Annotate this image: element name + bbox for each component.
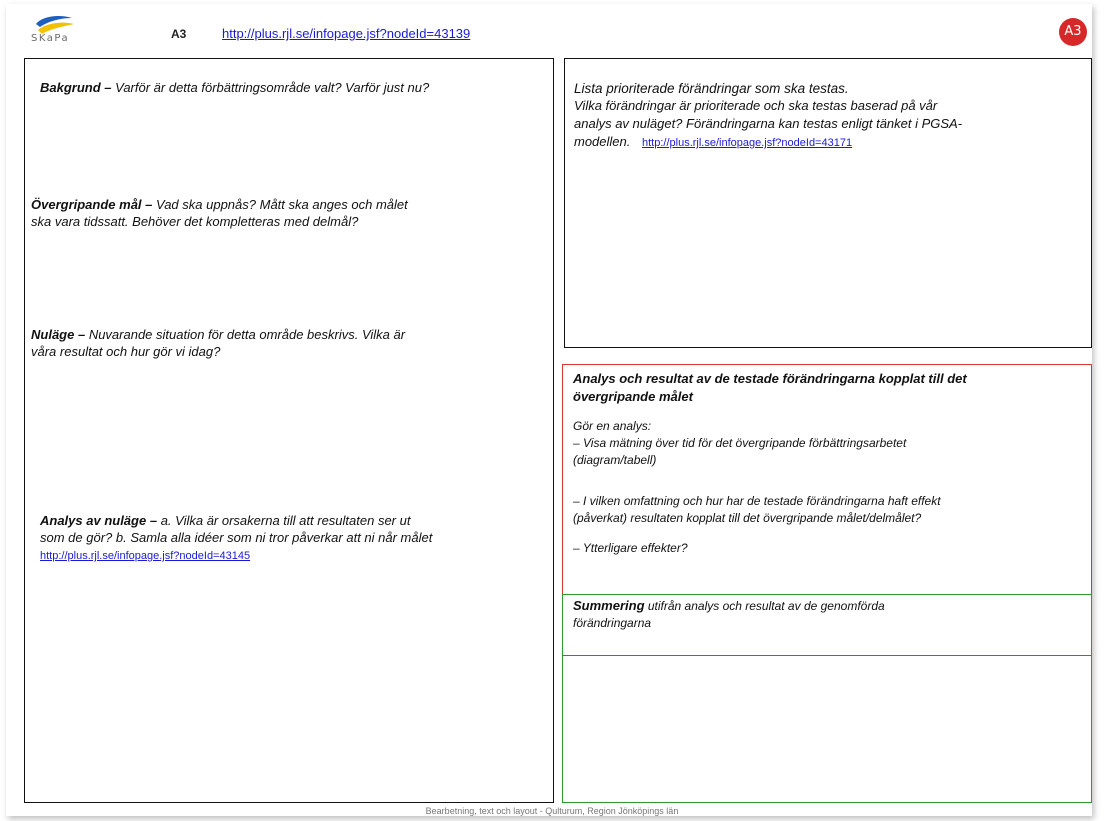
header-link[interactable]: http://plus.rjl.se/infopage.jsf?nodeId=43139 bbox=[222, 26, 471, 41]
priority-line2: analys av nuläget? Förändringarna kan testas enligt tänket i PGSA- bbox=[574, 116, 963, 131]
summary-text bbox=[573, 597, 885, 632]
priority-line3: modellen. bbox=[574, 134, 631, 149]
analysis-title-line2: övergripande målet bbox=[573, 389, 693, 404]
summary-title: Summering bbox=[573, 598, 645, 613]
mal-text-line1: Vad ska uppnås? Mått ska anges och målet bbox=[156, 197, 408, 212]
analysis-bullet-1-line2: (diagram/tabell) bbox=[573, 453, 657, 467]
mal-section bbox=[31, 196, 408, 230]
analysis-title bbox=[573, 370, 967, 406]
nulage-section bbox=[31, 326, 405, 360]
analysis-title-line1: Analys och resultat av de testade förändringarna kopplat till det bbox=[573, 371, 967, 386]
nulage-text-line2: våra resultat och hur gör vi idag? bbox=[31, 344, 221, 359]
analys-nulage-section bbox=[40, 512, 432, 565]
logo-wordmark: SKaPa bbox=[31, 33, 70, 44]
analysis-bullet-2-line2: (påverkat) resultaten kopplat till det övergripande målet/delmålet? bbox=[573, 511, 922, 525]
analys-nulage-text-line2: som de gör? b. Samla alla idéer som ni tror påverkar att ni når målet bbox=[40, 530, 433, 545]
summary-text-line1: utifrån analys och resultat av de genomförda bbox=[647, 599, 885, 613]
analysis-bullet-2-line1: – I vilken omfattning och hur har de testade förändringarna haft effekt bbox=[573, 494, 941, 508]
analys-nulage-title: Analys av nuläge – bbox=[40, 513, 158, 528]
bakgrund-title: Bakgrund – bbox=[40, 80, 112, 95]
analysis-bullet-1 bbox=[573, 435, 906, 469]
priority-link[interactable]: http://plus.rjl.se/infopage.jsf?nodeId=43171 bbox=[642, 137, 853, 149]
format-label: A3 bbox=[171, 27, 187, 41]
footer-credit: Bearbetning, text och layout - Qulturum, Region Jönköpings län bbox=[425, 806, 679, 816]
a3-badge: A3 bbox=[1059, 18, 1087, 46]
mal-text-line2: ska vara tidssatt. Behöver det kompletteras med delmål? bbox=[31, 214, 359, 229]
priority-line1: Vilka förändringar är prioriterade och ska testas baserad på vår bbox=[574, 98, 938, 113]
bakgrund-text: Varför är detta förbättringsområde valt? Varför just nu? bbox=[115, 80, 430, 95]
priority-title: Lista prioriterade förändringar som ska testas. bbox=[574, 81, 849, 96]
priority-body bbox=[574, 97, 962, 152]
nulage-text-line1: Nuvarande situation för detta område beskrivs. Vilka är bbox=[88, 327, 406, 342]
analys-nulage-link[interactable]: http://plus.rjl.se/infopage.jsf?nodeId=43145 bbox=[40, 550, 251, 562]
analys-nulage-text-line1: a. Vilka är orsakerna till att resultaten ser ut bbox=[160, 513, 411, 528]
mal-title: Övergripande mål – bbox=[31, 197, 153, 212]
analysis-bullet-2 bbox=[573, 493, 941, 527]
analysis-bullet-1-line1: – Visa mätning över tid för det övergripande förbättringsarbetet bbox=[573, 436, 907, 450]
analysis-bullet-3: – Ytterligare effekter? bbox=[573, 541, 688, 555]
nulage-title: Nuläge – bbox=[31, 327, 86, 342]
left-panel bbox=[24, 58, 554, 803]
analysis-intro: Gör en analys: bbox=[573, 419, 652, 433]
bakgrund-section bbox=[40, 79, 429, 96]
summary-text-line2: förändringarna bbox=[573, 616, 652, 630]
